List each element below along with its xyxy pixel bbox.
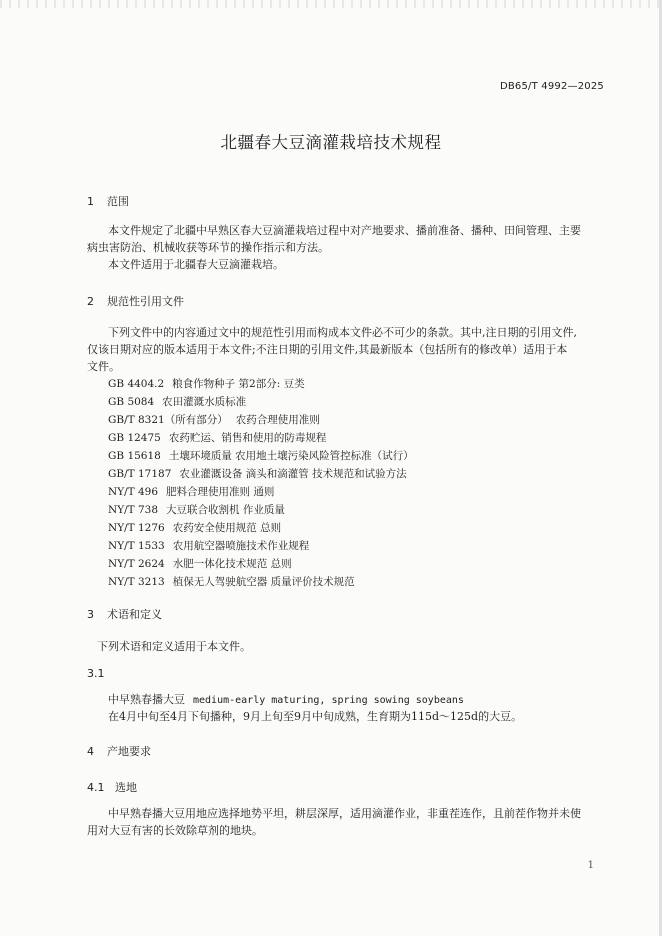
subsection-4-1-heading bbox=[87, 779, 137, 795]
reference-title: 农药合理使用准则 bbox=[235, 414, 320, 426]
section-title: 规范性引用文件 bbox=[107, 295, 184, 308]
paragraph-line: 病虫害防治、机械收获等环节的操作指示和方法。 bbox=[87, 241, 329, 254]
reference-code: NY/T 1533 bbox=[108, 540, 165, 552]
reference-code: NY/T 2624 bbox=[108, 558, 165, 570]
section-number: 4 bbox=[87, 745, 94, 758]
reference-title: 农药安全使用规范 总则 bbox=[172, 522, 282, 534]
section-title: 术语和定义 bbox=[107, 608, 162, 621]
reference-title: 农药贮运、销售和使用的防毒规程 bbox=[168, 432, 327, 444]
paragraph-line: 下列术语和定义适用于本文件。 bbox=[97, 640, 251, 653]
subsection-number: 4.1 bbox=[87, 781, 105, 794]
reference-item bbox=[108, 412, 320, 427]
reference-title: 农用航空器喷施技术作业规程 bbox=[172, 540, 310, 552]
paragraph-line: 文件。 bbox=[87, 360, 120, 373]
paragraph-line: 用对大豆有害的长效除草剂的地块。 bbox=[87, 824, 263, 837]
section-number: 2 bbox=[87, 295, 94, 308]
reference-code: GB/T 8321（所有部分） bbox=[108, 414, 228, 426]
reference-code: NY/T 3213 bbox=[108, 576, 165, 588]
doc-number: DB65/T 4992—2025 bbox=[499, 81, 604, 92]
section-4-heading bbox=[87, 743, 151, 759]
subsection-number: 3.1 bbox=[87, 667, 105, 680]
section-1-heading bbox=[87, 193, 129, 209]
reference-title: 大豆联合收割机 作业质量 bbox=[166, 504, 285, 516]
reference-title: 水肥一体化技术规范 总则 bbox=[172, 558, 292, 570]
reference-item bbox=[108, 502, 285, 517]
paragraph-line: 本文件规定了北疆中早熟区春大豆滴灌栽培过程中对产地要求、播前准备、播种、田间管理、主要 bbox=[108, 224, 581, 237]
section-title: 范围 bbox=[107, 195, 129, 208]
page-number: 1 bbox=[587, 860, 594, 871]
reference-code: NY/T 496 bbox=[108, 486, 159, 498]
paragraph-line: 本文件适用于北疆春大豆滴灌栽培。 bbox=[108, 258, 284, 271]
page-title: 北疆春大豆滴灌栽培技术规程 bbox=[220, 133, 442, 152]
paragraph-line: 下列文件中的内容通过文中的规范性引用而构成本文件必不可少的条款。其中,注日期的引用文件, bbox=[108, 326, 577, 339]
reference-title: 肥料合理使用准则 通则 bbox=[166, 486, 275, 498]
reference-title: 土壤环境质量 农用地土壤污染风险管控标准（试行） bbox=[168, 450, 414, 462]
reference-item bbox=[108, 538, 309, 553]
reference-code: NY/T 738 bbox=[108, 504, 159, 516]
reference-title: 农田灌溉水质标准 bbox=[162, 396, 247, 408]
reference-item bbox=[108, 394, 246, 409]
reference-code: GB 15618 bbox=[108, 450, 161, 462]
reference-item bbox=[108, 466, 407, 481]
reference-item bbox=[108, 376, 305, 391]
reference-item bbox=[108, 430, 326, 445]
section-3-heading bbox=[87, 606, 162, 622]
reference-code: GB 12475 bbox=[108, 432, 161, 444]
reference-item bbox=[108, 520, 281, 535]
scan-edge-top bbox=[0, 0, 662, 8]
reference-title: 农业灌溉设备 滴头和滴灌管 技术规范和试验方法 bbox=[179, 468, 407, 480]
reference-item bbox=[108, 448, 414, 463]
reference-item bbox=[108, 574, 355, 589]
reference-item bbox=[108, 556, 292, 571]
reference-item bbox=[108, 484, 274, 499]
reference-title: 植保无人驾驶航空器 质量评价技术规范 bbox=[172, 576, 355, 588]
term-definition: 在4月中旬至4月下旬播种，9月上旬至9月中旬成熟，生育期为115d～125d的大豆。 bbox=[108, 710, 523, 723]
paragraph-line: 仅该日期对应的版本适用于本文件;不注日期的引用文件,其最新版本（包括所有的修改单）适用于本 bbox=[87, 343, 568, 356]
reference-title: 粮食作物种子 第2部分: 豆类 bbox=[172, 378, 305, 390]
section-number: 1 bbox=[87, 195, 94, 208]
reference-code: GB 4404.2 bbox=[108, 378, 165, 390]
term-english: medium-early maturing, spring sowing soybeans bbox=[193, 695, 464, 706]
section-2-heading bbox=[87, 293, 184, 309]
section-title: 产地要求 bbox=[107, 745, 151, 758]
reference-code: NY/T 1276 bbox=[108, 522, 165, 534]
subsection-title: 选地 bbox=[115, 781, 137, 794]
section-number: 3 bbox=[87, 608, 94, 621]
reference-code: GB/T 17187 bbox=[108, 468, 172, 480]
term-entry bbox=[108, 691, 464, 707]
reference-code: GB 5084 bbox=[108, 396, 155, 408]
term-chinese: 中早熟春播大豆 bbox=[108, 693, 185, 706]
paragraph-line: 中早熟春播大豆用地应选择地势平坦，耕层深厚，适用滴灌作业，非重茬连作，且前茬作物并未使 bbox=[108, 807, 581, 820]
